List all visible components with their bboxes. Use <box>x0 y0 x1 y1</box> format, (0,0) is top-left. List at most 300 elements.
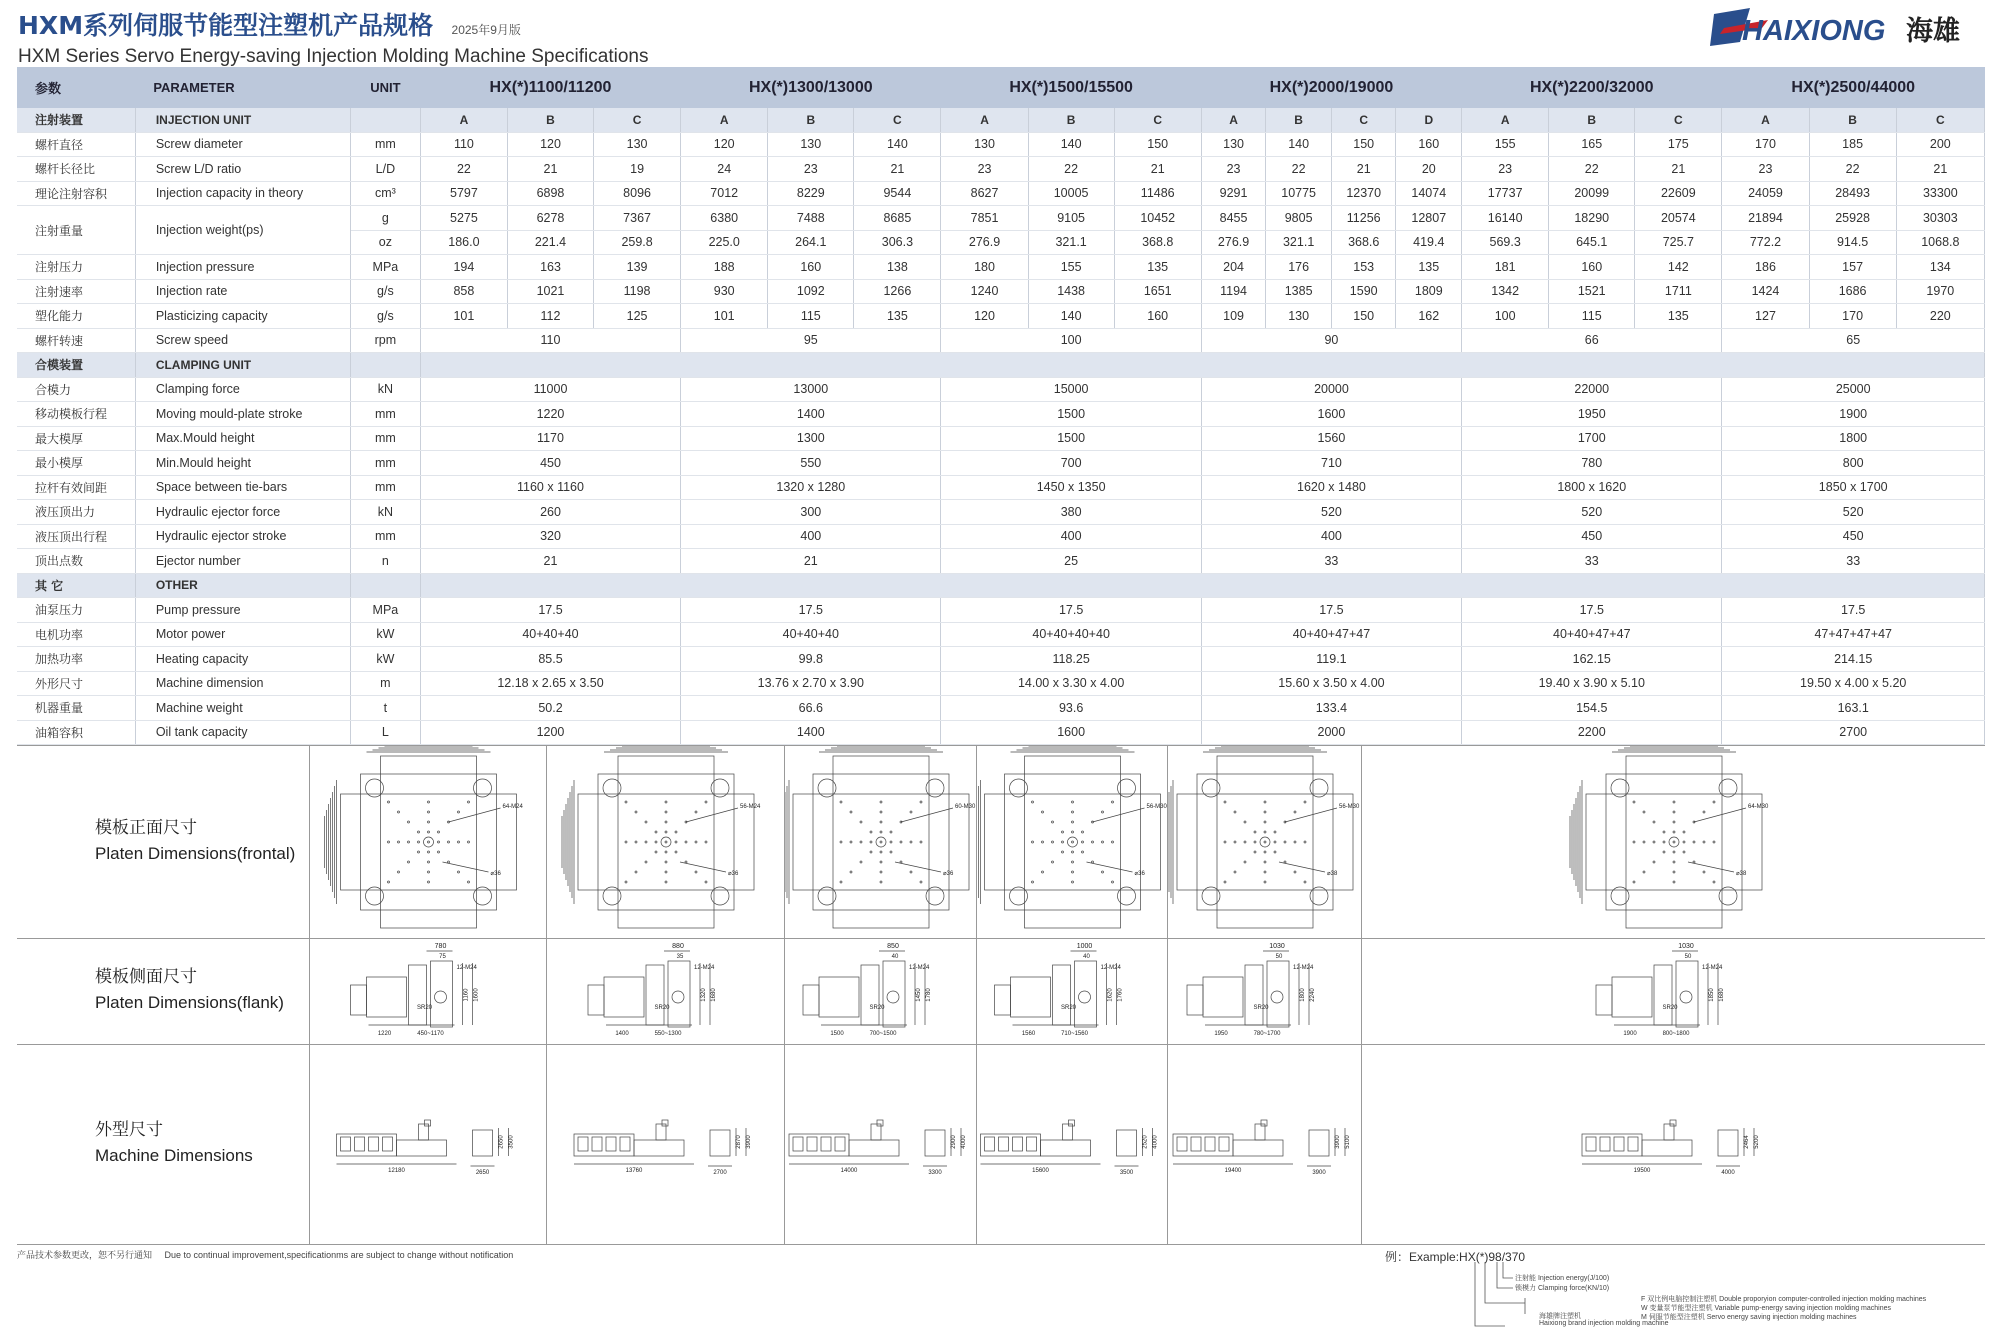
value-cell: 139 <box>594 255 681 280</box>
value-cell: 20000 <box>1201 377 1461 402</box>
param-name-cn: 电机功率 <box>17 622 135 647</box>
param-unit: mm <box>350 426 420 451</box>
drawing-cell <box>1167 938 1362 1044</box>
machine-drawing <box>785 1044 977 1244</box>
value-cell: 221.4 <box>507 230 593 255</box>
value-cell: 15.60 x 3.50 x 4.00 <box>1201 671 1461 696</box>
value-cell: 1590 <box>1331 279 1396 304</box>
machine-drawing <box>1362 1044 1986 1244</box>
dimension-label: 15600 <box>1032 1168 1049 1174</box>
value-cell: 157 <box>1809 255 1896 280</box>
table-row <box>17 598 1985 623</box>
value-cell: 160 <box>1114 304 1201 329</box>
value-cell: 20099 <box>1549 181 1635 206</box>
dimension-label: 19500 <box>1633 1168 1651 1174</box>
dimension-label: 850 <box>887 943 899 950</box>
dimension-label: 19400 <box>1224 1168 1242 1174</box>
example-line-1: 注射能 Injection energy(J/100) <box>1515 1275 1610 1282</box>
dimension-label: 1160 <box>463 988 470 1002</box>
value-cell: 1068.8 <box>1896 230 1984 255</box>
value-cell: 14074 <box>1396 181 1462 206</box>
value-cell: 140 <box>854 132 941 157</box>
example-line-3: F 双比例电脑控制注塑机 Double proporyion computer-controlled injection molding machines <box>1641 1296 1927 1303</box>
section-title-en: CLAMPING UNIT <box>135 353 350 378</box>
drawing-cell <box>784 746 977 938</box>
param-unit: kW <box>350 647 420 672</box>
value-cell: 33300 <box>1896 181 1984 206</box>
value-cell: 12370 <box>1331 181 1396 206</box>
table-header-row <box>17 67 1985 108</box>
value-cell: 858 <box>420 279 507 304</box>
table-row <box>17 696 1985 721</box>
value-cell: 99.8 <box>681 647 941 672</box>
value-cell: 115 <box>768 304 854 329</box>
value-cell: 930 <box>681 279 768 304</box>
value-cell: 23 <box>1722 157 1809 182</box>
value-cell: 176 <box>1266 255 1332 280</box>
machine-drawing <box>310 1044 547 1244</box>
value-cell: 7488 <box>768 206 854 231</box>
dimension-label: 1780 <box>926 988 932 1002</box>
dimension-label: SR20 <box>869 1005 885 1011</box>
value-cell: 1700 <box>1462 426 1722 451</box>
dimension-label: 3500 <box>1119 1170 1134 1176</box>
value-cell: 22 <box>1266 157 1332 182</box>
value-cell: 66.6 <box>681 696 941 721</box>
param-name-cn: 机器重量 <box>17 696 135 721</box>
value-cell: 2700 <box>1722 720 1985 745</box>
value-cell: 50.2 <box>420 696 680 721</box>
value-cell: 109 <box>1201 304 1266 329</box>
value-cell: 17.5 <box>941 598 1201 623</box>
value-cell: 22 <box>420 157 507 182</box>
dimension-label: 2900 <box>951 1135 957 1149</box>
value-cell: 450 <box>420 451 680 476</box>
value-cell: 8685 <box>854 206 941 231</box>
value-cell: 20574 <box>1635 206 1722 231</box>
drawing-label-cn: 模板正面尺寸 <box>95 818 197 838</box>
value-cell: 30303 <box>1896 206 1984 231</box>
example-title: 例：Example:HX(*)98/370 <box>1385 1250 1526 1264</box>
table-row <box>17 500 1985 525</box>
model-code-example <box>1385 1248 1985 1330</box>
value-cell: 150 <box>1331 304 1396 329</box>
dimension-label: 13760 <box>625 1168 643 1174</box>
drawing-label-en: Platen Dimensions(frontal) <box>95 844 296 863</box>
dimension-label: SR20 <box>416 1005 433 1011</box>
param-name-en: Pump pressure <box>135 598 350 623</box>
dimension-label: 12-M24 <box>909 965 930 971</box>
dimension-label: 14000 <box>840 1168 858 1174</box>
table-row <box>17 524 1985 549</box>
value-cell: 21 <box>1896 157 1984 182</box>
dimension-label: ⌀38 <box>1736 871 1747 877</box>
sub-model-label: C <box>854 108 941 132</box>
drawing-label <box>95 1118 253 1168</box>
value-cell: 400 <box>941 524 1201 549</box>
value-cell: 170 <box>1722 132 1809 157</box>
value-cell: 24 <box>681 157 768 182</box>
value-cell: 40+40+47+47 <box>1462 622 1722 647</box>
value-cell: 380 <box>941 500 1201 525</box>
dimension-label: 50 <box>1684 954 1692 960</box>
sub-model-label: A <box>681 108 768 132</box>
section-blank <box>420 573 1984 598</box>
param-unit: L/D <box>350 157 420 182</box>
value-cell: 1950 <box>1462 402 1722 427</box>
param-name-en: Heating capacity <box>135 647 350 672</box>
value-cell: 800 <box>1722 451 1985 476</box>
value-cell: 21 <box>420 549 680 574</box>
drawing-cell <box>1361 1044 1986 1244</box>
value-cell: 9544 <box>854 181 941 206</box>
value-cell: 20 <box>1396 157 1462 182</box>
value-cell: 1711 <box>1635 279 1722 304</box>
param-unit: mm <box>350 451 420 476</box>
param-unit: kN <box>350 500 420 525</box>
value-cell: 17.5 <box>1201 598 1461 623</box>
value-cell: 204 <box>1201 255 1266 280</box>
sub-model-label: A <box>1201 108 1266 132</box>
section-row <box>17 353 1985 378</box>
flank-drawing <box>547 938 785 1044</box>
value-cell: 155 <box>1462 132 1549 157</box>
value-cell: 175 <box>1635 132 1722 157</box>
value-cell: 260 <box>420 500 680 525</box>
col-param-cn: 参数 <box>17 67 135 108</box>
value-cell: 165 <box>1549 132 1635 157</box>
dimension-label: 1400 <box>615 1031 629 1037</box>
flank-drawing <box>310 938 547 1044</box>
dimension-label: ⌀36 <box>728 871 739 877</box>
value-cell: 22000 <box>1462 377 1722 402</box>
flank-drawing <box>1362 938 1986 1044</box>
dimension-label: 1900 <box>1623 1031 1637 1037</box>
value-cell: 186 <box>1722 255 1809 280</box>
example-line-2: 锁模力 Clamping force(KN/10) <box>1515 1285 1610 1292</box>
param-unit: L <box>350 720 420 745</box>
frontal-drawing <box>977 746 1168 938</box>
dimension-label: ⌀36 <box>490 871 501 877</box>
value-cell: 133.4 <box>1201 696 1461 721</box>
value-cell: 1400 <box>681 720 941 745</box>
dimension-label: 12-M24 <box>1293 965 1314 971</box>
value-cell: 130 <box>941 132 1028 157</box>
param-name-en: Clamping force <box>135 377 350 402</box>
table-row <box>17 402 1985 427</box>
param-unit: g/s <box>350 304 420 329</box>
value-cell: 135 <box>1396 255 1462 280</box>
value-cell: 1800 <box>1722 426 1985 451</box>
value-cell: 2200 <box>1462 720 1722 745</box>
table-row <box>17 671 1985 696</box>
dimension-label: 780 <box>434 943 447 950</box>
drawing-cell <box>1361 746 1986 938</box>
value-cell: 160 <box>768 255 854 280</box>
drawing-cell <box>1167 746 1362 938</box>
model-header: HX(*)2000/19000 <box>1201 67 1461 108</box>
sub-model-label: C <box>1114 108 1201 132</box>
param-unit: mm <box>350 402 420 427</box>
value-cell: 306.3 <box>854 230 941 255</box>
value-cell: 10775 <box>1266 181 1332 206</box>
drawing-cell <box>976 746 1168 938</box>
value-cell: 17.5 <box>420 598 680 623</box>
dimension-label: 3900 <box>1335 1135 1341 1149</box>
param-name-cn: 移动模板行程 <box>17 402 135 427</box>
param-name-cn: 液压顶出力 <box>17 500 135 525</box>
page-header <box>18 6 648 68</box>
value-cell: 17737 <box>1462 181 1549 206</box>
logo-cn: 海雄 <box>1906 16 1960 47</box>
dimension-label: 3500 <box>508 1135 515 1149</box>
value-cell: 15000 <box>941 377 1201 402</box>
model-header: HX(*)2200/32000 <box>1462 67 1722 108</box>
dimension-label: SR20 <box>1253 1005 1269 1011</box>
section-title-en: OTHER <box>135 573 350 598</box>
dimension-label: 3900 <box>1312 1170 1326 1176</box>
drawing-cell <box>546 938 785 1044</box>
value-cell: 22 <box>1549 157 1635 182</box>
value-cell: 6380 <box>681 206 768 231</box>
frontal-drawing <box>547 746 785 938</box>
value-cell: 520 <box>1201 500 1461 525</box>
param-name-cn: 注射重量 <box>17 206 135 255</box>
value-cell: 11000 <box>420 377 680 402</box>
value-cell: 186.0 <box>420 230 507 255</box>
dimension-label: 2520 <box>1142 1135 1149 1149</box>
section-row <box>17 573 1985 598</box>
value-cell: 8455 <box>1201 206 1266 231</box>
machine-drawing <box>547 1044 785 1244</box>
value-cell: 160 <box>1549 255 1635 280</box>
drawing-label-en: Machine Dimensions <box>95 1146 253 1165</box>
table-row <box>17 622 1985 647</box>
param-name-cn: 螺杆直径 <box>17 132 135 157</box>
value-cell: 7851 <box>941 206 1028 231</box>
drawing-label <box>95 965 284 1015</box>
param-name-cn: 螺杆长径比 <box>17 157 135 182</box>
param-unit: mm <box>350 524 420 549</box>
value-cell: 1450 x 1350 <box>941 475 1201 500</box>
value-cell: 100 <box>1462 304 1549 329</box>
param-name-cn: 拉杆有效间距 <box>17 475 135 500</box>
value-cell: 1850 x 1700 <box>1722 475 1985 500</box>
param-unit: t <box>350 696 420 721</box>
table-row <box>17 279 1985 304</box>
value-cell: 130 <box>1266 304 1332 329</box>
drawing-cell <box>784 1044 977 1244</box>
value-cell: 135 <box>1114 255 1201 280</box>
param-name-cn: 顶出点数 <box>17 549 135 574</box>
model-header: HX(*)1500/15500 <box>941 67 1201 108</box>
dimension-label: 56-M30 <box>1146 804 1167 810</box>
value-cell: 163.1 <box>1722 696 1985 721</box>
drawing-cell <box>309 938 547 1044</box>
section-title-cn: 注射装置 <box>17 108 135 132</box>
page-title-cn: HXM系列伺服节能型注塑机产品规格 <box>18 11 434 40</box>
section-blank <box>350 108 420 132</box>
value-cell: 725.7 <box>1635 230 1722 255</box>
dimension-label: 1320 <box>701 988 707 1002</box>
value-cell: 21 <box>681 549 941 574</box>
example-line-4: W 变量泵节能型注塑机 Variable pump-energy saving injection molding machines <box>1641 1305 1892 1312</box>
value-cell: 320 <box>420 524 680 549</box>
sub-model-label: A <box>420 108 507 132</box>
value-cell: 13000 <box>681 377 941 402</box>
drawing-cell <box>784 938 977 1044</box>
value-cell: 33 <box>1722 549 1985 574</box>
dimension-label: 3900 <box>746 1135 752 1149</box>
param-name-cn: 外形尺寸 <box>17 671 135 696</box>
value-cell: 1240 <box>941 279 1028 304</box>
value-cell: 13.76 x 2.70 x 3.90 <box>681 671 941 696</box>
footer-note-en: Due to continual improvement,specificationms are subject to change without notification <box>164 1250 514 1260</box>
value-cell: 23 <box>768 157 854 182</box>
sub-model-label: C <box>1635 108 1722 132</box>
param-name-en: Screw diameter <box>135 132 350 157</box>
dimension-label: 4000 <box>1721 1170 1735 1176</box>
dimension-label: SR20 <box>1662 1005 1678 1011</box>
value-cell: 33 <box>1201 549 1461 574</box>
dimension-label: 2700 <box>713 1170 727 1176</box>
value-cell: 115 <box>1549 304 1635 329</box>
value-cell: 1800 x 1620 <box>1462 475 1722 500</box>
param-name-en: Ejector number <box>135 549 350 574</box>
value-cell: 200 <box>1896 132 1984 157</box>
value-cell: 142 <box>1635 255 1722 280</box>
value-cell: 914.5 <box>1809 230 1896 255</box>
value-cell: 1266 <box>854 279 941 304</box>
value-cell: 25 <box>941 549 1201 574</box>
dimension-label: 40 <box>891 954 899 960</box>
param-unit: g <box>350 206 420 231</box>
dimension-label: 1620 <box>1107 988 1114 1002</box>
param-name-cn: 塑化能力 <box>17 304 135 329</box>
dimension-label: 75 <box>439 954 446 960</box>
spec-table <box>17 67 1985 745</box>
value-cell: 450 <box>1722 524 1985 549</box>
flank-drawing <box>1168 938 1362 1044</box>
value-cell: 1600 <box>1201 402 1461 427</box>
param-name-en: Injection pressure <box>135 255 350 280</box>
sub-model-label: D <box>1396 108 1462 132</box>
sub-model-label: C <box>594 108 681 132</box>
dimension-label: 1760 <box>1117 988 1124 1002</box>
dimension-label: 1030 <box>1678 943 1694 950</box>
haixiong-logo <box>1710 6 1980 48</box>
param-name-cn: 注射速率 <box>17 279 135 304</box>
param-unit: mm <box>350 475 420 500</box>
drawing-cell <box>976 938 1168 1044</box>
frontal-drawing <box>310 746 547 938</box>
value-cell: 120 <box>941 304 1028 329</box>
value-cell: 780 <box>1462 451 1722 476</box>
param-name-cn: 螺杆转速 <box>17 328 135 353</box>
param-unit: n <box>350 549 420 574</box>
param-name-cn: 最小模厚 <box>17 451 135 476</box>
frontal-drawing <box>1362 746 1986 938</box>
table-row <box>17 132 1985 157</box>
value-cell: 569.3 <box>1462 230 1549 255</box>
value-cell: 276.9 <box>941 230 1028 255</box>
value-cell: 120 <box>681 132 768 157</box>
value-cell: 47+47+47+47 <box>1722 622 1985 647</box>
value-cell: 194 <box>420 255 507 280</box>
section-row <box>17 108 1985 132</box>
value-cell: 22 <box>1028 157 1114 182</box>
value-cell: 24059 <box>1722 181 1809 206</box>
example-line-6: 海雄牌注塑机 <box>1539 1312 1581 1320</box>
value-cell: 1970 <box>1896 279 1984 304</box>
value-cell: 11486 <box>1114 181 1201 206</box>
value-cell: 321.1 <box>1266 230 1332 255</box>
value-cell: 127 <box>1722 304 1809 329</box>
dimension-label: 1000 <box>1076 943 1093 950</box>
value-cell: 19.40 x 3.90 x 5.10 <box>1462 671 1722 696</box>
value-cell: 12.18 x 2.65 x 3.50 <box>420 671 680 696</box>
table-row <box>17 157 1985 182</box>
value-cell: 8229 <box>768 181 854 206</box>
value-cell: 419.4 <box>1396 230 1462 255</box>
value-cell: 185 <box>1809 132 1896 157</box>
value-cell: 10005 <box>1028 181 1114 206</box>
value-cell: 119.1 <box>1201 647 1461 672</box>
dimension-label: SR20 <box>654 1005 670 1011</box>
value-cell: 321.1 <box>1028 230 1114 255</box>
param-name-cn: 液压顶出行程 <box>17 524 135 549</box>
value-cell: 28493 <box>1809 181 1896 206</box>
value-cell: 154.5 <box>1462 696 1722 721</box>
param-unit: kW <box>350 622 420 647</box>
model-header: HX(*)1300/13000 <box>681 67 941 108</box>
param-name-cn: 合模力 <box>17 377 135 402</box>
dimension-label: ⌀38 <box>1327 871 1338 877</box>
value-cell: 550 <box>681 451 941 476</box>
param-name-en: Machine weight <box>135 696 350 721</box>
value-cell: 1198 <box>594 279 681 304</box>
sub-model-label: B <box>507 108 593 132</box>
flank-drawing <box>785 938 977 1044</box>
dimension-label: SR20 <box>1060 1005 1077 1011</box>
dimension-label: 780~1700 <box>1253 1031 1281 1037</box>
dimension-label: 64-M30 <box>1748 804 1769 810</box>
sub-model-label: C <box>1331 108 1396 132</box>
value-cell: 1200 <box>420 720 680 745</box>
value-cell: 772.2 <box>1722 230 1809 255</box>
table-row <box>17 377 1985 402</box>
param-unit: rpm <box>350 328 420 353</box>
value-cell: 1620 x 1480 <box>1201 475 1461 500</box>
param-name-en: Motor power <box>135 622 350 647</box>
dimension-label: 1950 <box>1214 1031 1228 1037</box>
table-row <box>17 426 1985 451</box>
value-cell: 181 <box>1462 255 1549 280</box>
param-unit: kN <box>350 377 420 402</box>
drawing-cell <box>1361 938 1986 1044</box>
value-cell: 5275 <box>420 206 507 231</box>
dimension-label: ⌀36 <box>1134 871 1145 877</box>
value-cell: 65 <box>1722 328 1985 353</box>
value-cell: 10452 <box>1114 206 1201 231</box>
dimension-label: 1450 <box>916 988 922 1002</box>
value-cell: 150 <box>1331 132 1396 157</box>
value-cell: 95 <box>681 328 941 353</box>
section-title-cn: 合模装置 <box>17 353 135 378</box>
value-cell: 140 <box>1028 132 1114 157</box>
value-cell: 220 <box>1896 304 1984 329</box>
example-line-7: Haixiong brand injection molding machine <box>1539 1320 1669 1327</box>
